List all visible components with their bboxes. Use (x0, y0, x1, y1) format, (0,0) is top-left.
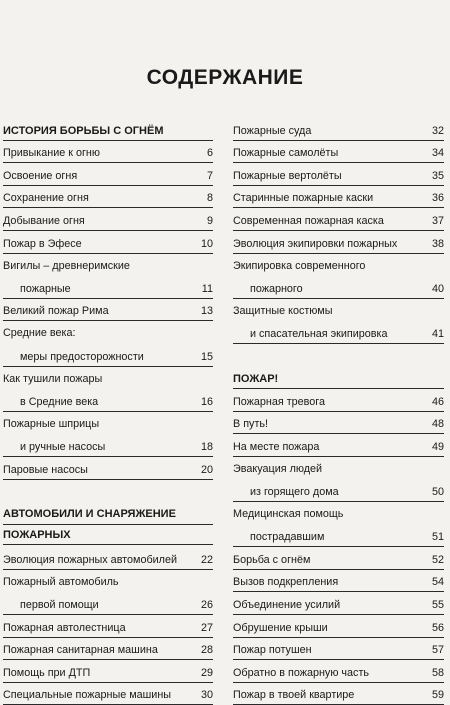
toc-entry-page: 49 (431, 440, 444, 453)
toc-entry[interactable] (3, 208, 213, 231)
toc-list (3, 141, 213, 480)
toc-entry-title: Пожар потушен (233, 644, 312, 657)
page-title: СОДЕРЖАНИЕ (146, 66, 304, 89)
toc-entry-page: 27 (200, 621, 213, 634)
toc-entry-title: Специальные пожарные машины (3, 689, 172, 702)
toc-entry-title-continued: и ручные насосы (20, 440, 106, 453)
toc-entry-page: 36 (431, 192, 444, 205)
toc-entry-title: Освоение огня (3, 169, 78, 182)
toc-entry-title: Обратно в пожарную часть (233, 666, 370, 679)
toc-entry[interactable] (233, 615, 444, 638)
toc-entry-page: 48 (431, 418, 444, 431)
toc-entry[interactable] (3, 163, 213, 186)
toc-entry-title: Пожарные суда (233, 124, 312, 137)
toc-entry-title-continued: пожарного (250, 282, 303, 295)
toc-entry-title-continued: пожарные (20, 282, 71, 295)
toc-entry-title: Пожарные самолёты (233, 147, 339, 160)
section-heading: ИСТОРИЯ БОРЬБЫ С ОГНЁМ (3, 118, 213, 141)
toc-entry[interactable] (233, 186, 444, 209)
toc-entry-page: 38 (431, 237, 444, 250)
toc-entry-page: 51 (431, 531, 444, 544)
toc-entry-title: Борьба с огнём (233, 553, 311, 566)
toc-entry-title: Вызов подкрепления (233, 576, 339, 589)
toc-entry[interactable] (233, 502, 444, 547)
toc-entry[interactable] (3, 141, 213, 164)
toc-entry[interactable] (233, 118, 444, 141)
toc-entry-title: Пожар в Эфесе (3, 237, 82, 250)
toc-entry[interactable] (3, 412, 213, 457)
toc-entry-page: 15 (200, 350, 213, 363)
toc-entry-title: Помощь при ДТП (3, 666, 91, 679)
toc-entry-title: Экипировка современного (233, 259, 366, 272)
toc-entry-page: 37 (431, 214, 444, 227)
toc-entry-title: Пожарная автолестница (3, 621, 126, 634)
toc-entry[interactable] (233, 299, 444, 344)
toc-entry-title: В путь! (233, 418, 269, 431)
toc-entry-title: Пожарный автомобиль (3, 575, 119, 588)
toc-entry[interactable] (3, 254, 213, 299)
toc-entry-title: Сохранение огня (3, 192, 89, 205)
toc-entry-title: Привыкание к огню (3, 147, 100, 160)
toc-entry-title: Добывание огня (3, 214, 85, 227)
toc-entry[interactable] (3, 683, 213, 705)
toc-entry[interactable] (233, 389, 444, 412)
toc-entry[interactable] (233, 683, 444, 705)
toc-entry-title: Пожарная санитарная машина (3, 644, 158, 657)
toc-entry-page: 55 (431, 599, 444, 612)
toc-entry-title: Пожарные шприцы (3, 417, 100, 430)
toc-entry-title-continued: из горящего дома (250, 486, 339, 499)
toc-entry-title: Паровые насосы (3, 463, 88, 476)
toc-entry-page: 32 (431, 124, 444, 137)
toc-entry[interactable] (3, 321, 213, 366)
section-heading-line: ПОЖАРНЫХ (3, 529, 213, 545)
toc-entry-title-continued: первой помощи (20, 599, 99, 612)
toc-entry-title: Защитные костюмы (233, 304, 333, 317)
toc-entry-title: Великий пожар Рима (3, 305, 109, 318)
toc-entry-title: Старинные пожарные каски (233, 192, 374, 205)
toc-right-column (233, 118, 444, 705)
toc-entry[interactable] (3, 299, 213, 322)
toc-entry[interactable] (3, 186, 213, 209)
toc-entry-page: 34 (431, 147, 444, 160)
toc-entry[interactable] (233, 592, 444, 615)
toc-entry-page: 22 (200, 553, 213, 566)
toc-entry[interactable] (233, 231, 444, 254)
toc-entry-page: 57 (431, 644, 444, 657)
toc-entry[interactable] (233, 434, 444, 457)
toc-entry-page: 11 (201, 282, 213, 295)
toc-entry-title: Как тушили пожары (3, 372, 103, 385)
toc-entry-page: 30 (200, 689, 213, 702)
toc-entry-title-continued: в Средние века (20, 395, 99, 408)
toc-entry[interactable] (233, 547, 444, 570)
toc-entry-page: 13 (200, 305, 213, 318)
toc-entry-page: 26 (200, 599, 213, 612)
toc-entry-page: 54 (431, 576, 444, 589)
toc-entry-title: Эволюция пожарных автомобилей (3, 553, 177, 566)
toc-left-column (3, 118, 213, 705)
toc-entry[interactable] (3, 367, 213, 412)
toc-entry-title: Объединение усилий (233, 599, 341, 612)
toc-list (233, 118, 444, 344)
toc-entry-title: Современная пожарная каска (233, 214, 384, 227)
section-heading (3, 502, 213, 547)
toc-entry-title: Эвакуация людей (233, 462, 323, 475)
toc-entry-title: Вигилы – древнеримские (3, 259, 130, 272)
toc-entry-page: 41 (431, 327, 444, 340)
toc-entry-page: 7 (206, 169, 213, 182)
toc-entry[interactable] (233, 412, 444, 435)
toc-entry-title: Средние века: (3, 327, 76, 340)
toc-entry[interactable] (233, 638, 444, 661)
toc-entry-page: 20 (200, 463, 213, 476)
toc-entry-page: 52 (431, 553, 444, 566)
toc-entry-page: 9 (206, 214, 213, 227)
toc-entry-page: 6 (206, 147, 213, 160)
toc-entry-title: Обрушение крыши (233, 621, 328, 634)
toc-entry[interactable] (233, 163, 444, 186)
toc-entry-title: Эволюция экипировки пожарных (233, 237, 398, 250)
toc-entry-page: 16 (200, 395, 213, 408)
toc-entry-page: 58 (431, 666, 444, 679)
toc-entry[interactable] (233, 208, 444, 231)
toc-entry[interactable] (3, 231, 213, 254)
section-heading-line: АВТОМОБИЛИ И СНАРЯЖЕНИЕ (3, 502, 213, 525)
toc-entry[interactable] (3, 547, 213, 570)
toc-entry[interactable] (3, 457, 213, 480)
toc-entry[interactable] (3, 660, 213, 683)
toc-entry-title: Медицинская помощь (233, 508, 344, 521)
toc-entry[interactable] (233, 570, 444, 593)
toc-entry-page: 56 (431, 621, 444, 634)
toc-entry[interactable] (233, 254, 444, 299)
toc-entry-title: Пожарные вертолёты (233, 169, 342, 182)
toc-list (233, 389, 444, 705)
toc-entry-page: 18 (200, 440, 213, 453)
toc-entry-page: 35 (431, 169, 444, 182)
toc-entry-title-continued: и спасательная экипировка (250, 327, 388, 340)
toc-entry-page: 29 (200, 666, 213, 679)
toc-list (3, 547, 213, 705)
toc-entry-page: 50 (431, 486, 444, 499)
toc-entry-page: 10 (200, 237, 213, 250)
toc-entry[interactable] (233, 141, 444, 164)
section-heading: ПОЖАР! (233, 367, 444, 390)
toc-entry-page: 40 (431, 282, 444, 295)
toc-entry[interactable] (3, 615, 213, 638)
toc-entry[interactable] (233, 457, 444, 502)
toc-entry-title: На месте пожара (233, 440, 320, 453)
toc-entry-page: 28 (200, 644, 213, 657)
toc-entry-page: 8 (206, 192, 213, 205)
toc-entry[interactable] (3, 570, 213, 615)
toc-entry-page: 59 (431, 689, 444, 702)
toc-entry-title: Пожар в твоей квартире (233, 689, 355, 702)
toc-entry[interactable] (3, 638, 213, 661)
toc-entry[interactable] (233, 660, 444, 683)
toc-entry-page: 46 (431, 395, 444, 408)
toc-entry-title-continued: меры предосторожности (20, 350, 144, 363)
toc-entry-title: Пожарная тревога (233, 395, 325, 408)
toc-entry-title-continued: пострадавшим (250, 531, 325, 544)
